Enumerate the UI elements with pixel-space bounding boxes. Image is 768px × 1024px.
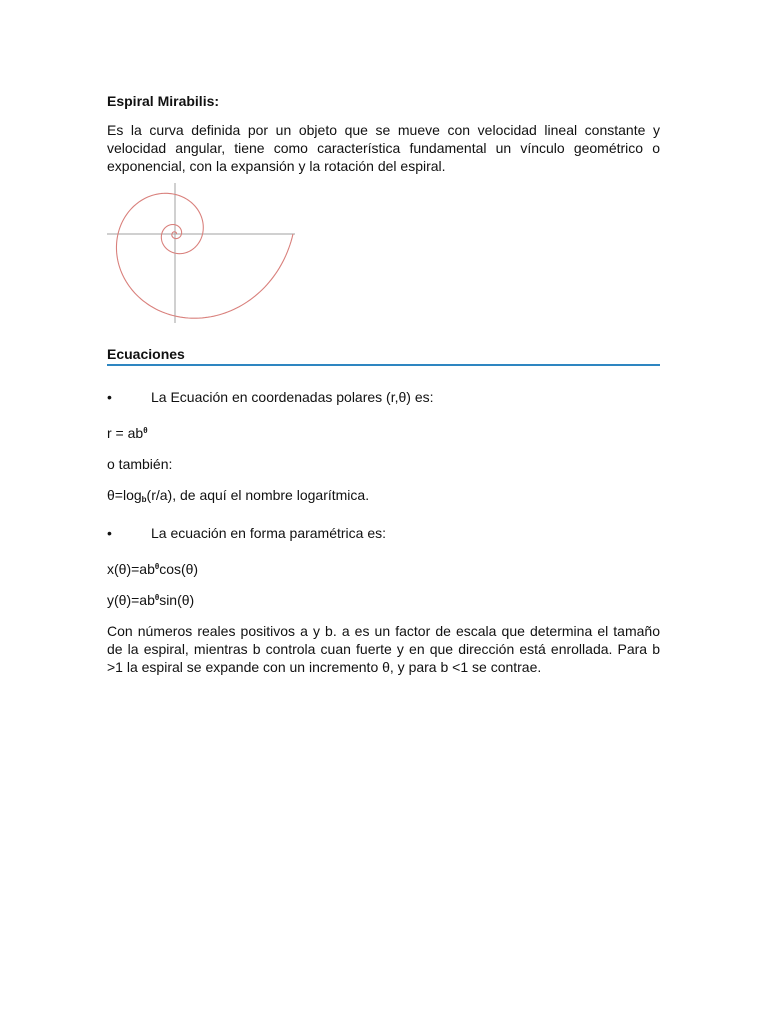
bullet-text-parametric: La ecuación en forma paramétrica es: — [151, 525, 387, 541]
closing-paragraph: Con números reales positivos a y b. a es un factor de escala que determina el tamaño de la espiral, mientras b controla cuan fuerte y en que dirección está enrollada. Para b >1 la espiral se expande con un incremento θ, y para b <1 se contrae. — [107, 623, 660, 675]
eq-polar-exponent: θ — [143, 426, 148, 435]
eq-x-base: x(θ)=ab — [107, 561, 155, 577]
equation-y — [107, 591, 660, 609]
eq-y-suffix: sin(θ) — [159, 592, 195, 608]
section-heading-ecuaciones: Ecuaciones — [107, 345, 660, 366]
document-title: Espiral Mirabilis: — [107, 93, 220, 109]
eq-y-exponent: θ — [154, 593, 160, 602]
bullet-item-polar — [107, 388, 660, 406]
eq-x-suffix: cos(θ) — [159, 561, 199, 577]
logarithmic-spiral-curve — [116, 193, 293, 318]
eq-log-suffix: (r/a), de aquí el nombre logarítmica. — [146, 487, 370, 503]
bullet-dot: • — [107, 389, 112, 405]
eq-x-exponent: θ — [154, 562, 160, 571]
eq-polar-base: r = ab — [107, 425, 144, 441]
equation-polar — [107, 424, 660, 442]
also-text: o también: — [107, 456, 173, 472]
eq-log-prefix: θ=log — [107, 487, 142, 503]
eq-log-subscript: b — [141, 495, 147, 504]
eq-y-base: y(θ)=ab — [107, 592, 155, 608]
bullet-item-parametric — [107, 524, 660, 542]
document-page — [107, 92, 660, 676]
intro-paragraph: Es la curva definida por un objeto que se mueve con velocidad lineal constante y velocidad angular, tiene como característica fundamental un vínculo geométrico o exponencial, con la expansión y la rotación del espiral. — [107, 122, 660, 174]
bullet-dot: • — [107, 525, 112, 541]
equation-x — [107, 560, 660, 578]
equation-log — [107, 486, 660, 504]
spiral-diagram — [107, 183, 297, 325]
bullet-text-polar: La Ecuación en coordenadas polares (r,θ) es: — [151, 389, 434, 405]
